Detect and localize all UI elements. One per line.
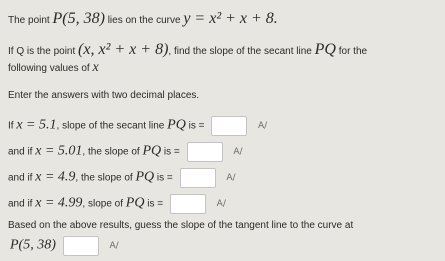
answer-input[interactable] [170,194,206,214]
question-text: , slope of [82,198,124,210]
x-value: x = 4.99 [35,195,83,211]
answer-input[interactable] [187,142,223,162]
intro-text: lies on the curve [107,15,181,26]
intro-text: following values of [8,63,90,74]
intro-line-1 [8,12,278,28]
question-text: is = [147,198,164,210]
intro-text: If Q is the point [8,46,76,57]
point-q: (x, x² + x + 8) [78,41,169,58]
x-value: x = 4.9 [35,169,76,185]
x-symbol: x [92,60,99,75]
question-row [8,116,267,136]
math-input-icon[interactable]: A/ [233,147,243,157]
math-input-icon[interactable]: A/ [109,241,119,251]
pq-symbol: PQ [167,117,186,133]
question-text: is = [156,172,173,184]
instruction-text [8,89,199,103]
intro-text: , find the slope of the secant line [168,46,312,57]
pq-symbol: PQ [125,195,145,211]
curve-equation: y = x² + x + 8. [183,10,278,27]
question-text: is = [163,146,180,158]
point-p: P(5, 38) [10,237,56,253]
math-input-icon[interactable]: A/ [258,121,268,131]
final-question-text [8,219,353,233]
question-text: and if [8,198,33,210]
math-input-icon[interactable]: A/ [216,199,226,209]
question-row [8,194,226,214]
pq-symbol: PQ [314,41,336,58]
question-text: is = [188,120,205,132]
question-text: , the slope of [75,172,133,184]
math-input-icon[interactable]: A/ [226,173,236,183]
final-question-row [10,236,119,256]
answer-input[interactable] [63,236,99,256]
question-text: , the slope of [82,146,140,158]
pq-symbol: PQ [135,169,155,185]
question-text: If [8,120,14,132]
answer-input[interactable] [211,116,247,136]
question-row [8,168,236,188]
pq-symbol: PQ [142,143,162,159]
x-value: x = 5.1 [16,117,57,133]
intro-text: The point [8,15,50,26]
intro-line-3 [8,61,99,76]
instruction: Enter the answers with two decimal places. [8,90,200,101]
intro-line-2 [8,43,367,59]
point-p: P(5, 38) [52,10,105,27]
question-text: and if [8,172,33,184]
answer-input[interactable] [180,168,216,188]
final-text: Based on the above results, guess the slope of the tangent line to the curve at [8,220,354,231]
question-text: and if [8,146,33,158]
question-row [8,142,243,162]
question-text: , slope of the secant line [56,120,165,132]
x-value: x = 5.01 [35,143,83,159]
intro-text: for the [338,46,368,57]
